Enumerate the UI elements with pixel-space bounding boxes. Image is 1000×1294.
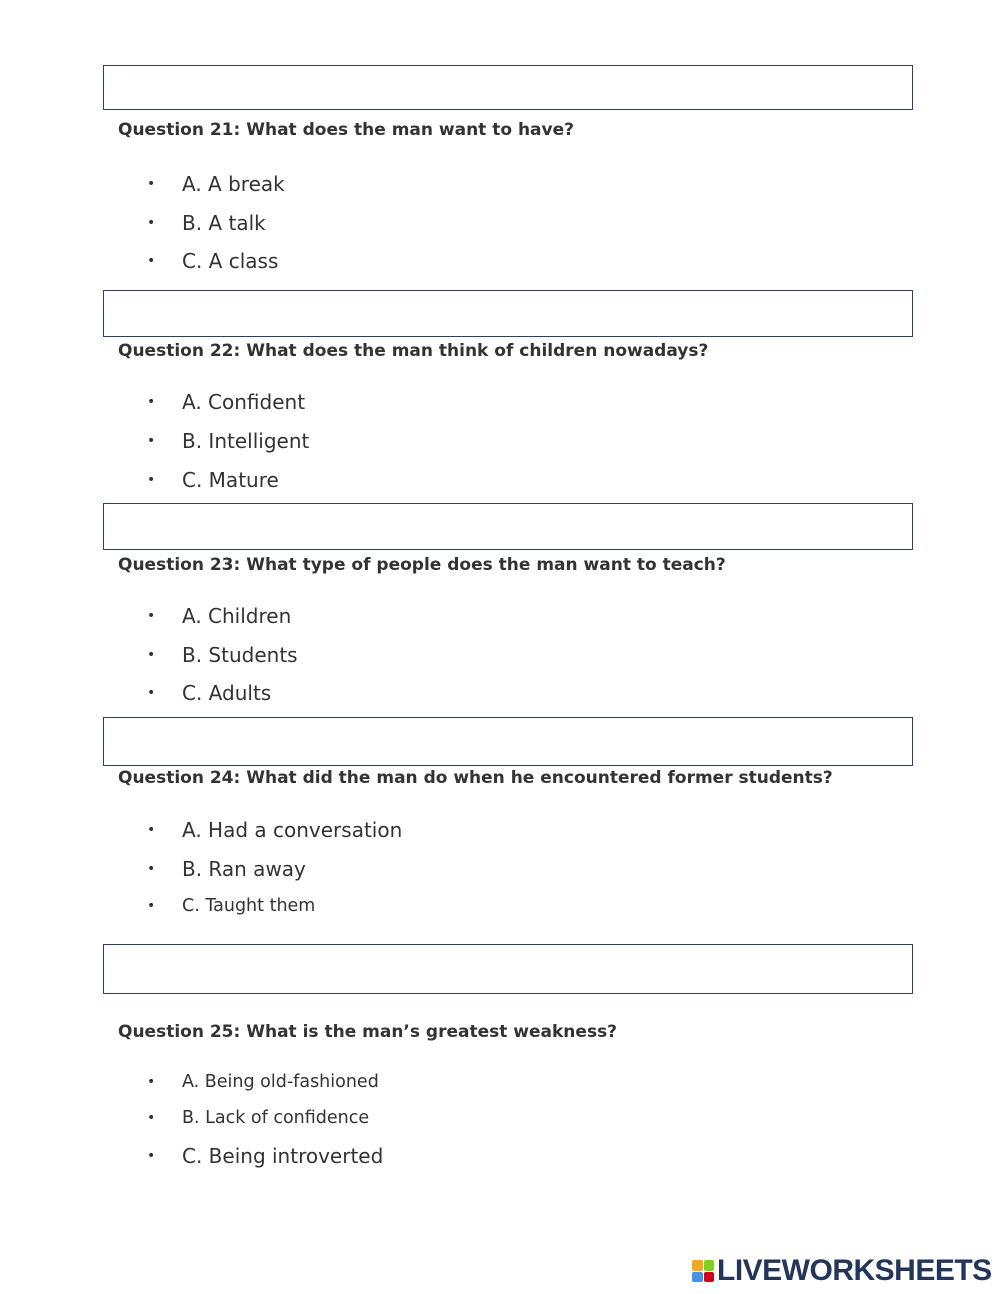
answer-box-q25[interactable] — [103, 944, 913, 994]
liveworksheets-logo[interactable] — [692, 1254, 992, 1288]
question-25: Question 25: What is the man’s greatest weakness? — [118, 1022, 618, 1042]
logo-square — [692, 1260, 703, 1271]
option-label: B. Students — [182, 643, 298, 667]
question-24: Question 24: What did the man do when he encountered former students? — [118, 768, 833, 788]
option-label: C. Mature — [182, 468, 279, 492]
bullet-icon: • — [147, 608, 156, 624]
bullet-icon: • — [147, 176, 156, 192]
bullet-icon: • — [147, 898, 156, 914]
bullet-icon: • — [147, 394, 156, 410]
option-label: B. Ran away — [182, 857, 306, 881]
answer-box-q23[interactable] — [103, 503, 913, 550]
liveworksheets-logo-icon — [692, 1260, 714, 1282]
bullet-icon: • — [147, 647, 156, 663]
answer-box-q24[interactable] — [103, 717, 913, 766]
option-label: C. A class — [182, 249, 279, 273]
bullet-icon: • — [147, 1148, 156, 1164]
logo-square — [704, 1272, 715, 1283]
logo-square — [692, 1272, 703, 1283]
option-label: A. Being old-fashioned — [182, 1072, 379, 1092]
option-label: B. Intelligent — [182, 429, 310, 453]
bullet-icon: • — [147, 472, 156, 488]
bullet-icon: • — [147, 253, 156, 269]
question-21: Question 21: What does the man want to have? — [118, 120, 574, 140]
option-label: A. Confident — [182, 390, 306, 414]
option-label: C. Adults — [182, 681, 272, 705]
option-label: B. Lack of confidence — [182, 1108, 370, 1128]
bullet-icon: • — [147, 685, 156, 701]
bullet-icon: • — [147, 215, 156, 231]
answer-box-q21[interactable] — [103, 65, 913, 110]
option-label: A. Children — [182, 604, 292, 628]
bullet-icon: • — [147, 1074, 156, 1090]
question-23: Question 23: What type of people does the man want to teach? — [118, 555, 726, 575]
option-label: B. A talk — [182, 211, 266, 235]
bullet-icon: • — [147, 861, 156, 877]
logo-square — [704, 1260, 715, 1271]
bullet-icon: • — [147, 1110, 156, 1126]
option-label: C. Being introverted — [182, 1144, 384, 1168]
answer-box-q22[interactable] — [103, 290, 913, 337]
option-label: A. A break — [182, 172, 285, 196]
bullet-icon: • — [147, 433, 156, 449]
option-label: C. Taught them — [182, 896, 316, 916]
logo-text: LIVEWORKSHEETS — [717, 1254, 992, 1287]
option-label: A. Had a conversation — [182, 818, 403, 842]
question-22: Question 22: What does the man think of children nowadays? — [118, 341, 709, 361]
bullet-icon: • — [147, 822, 156, 838]
